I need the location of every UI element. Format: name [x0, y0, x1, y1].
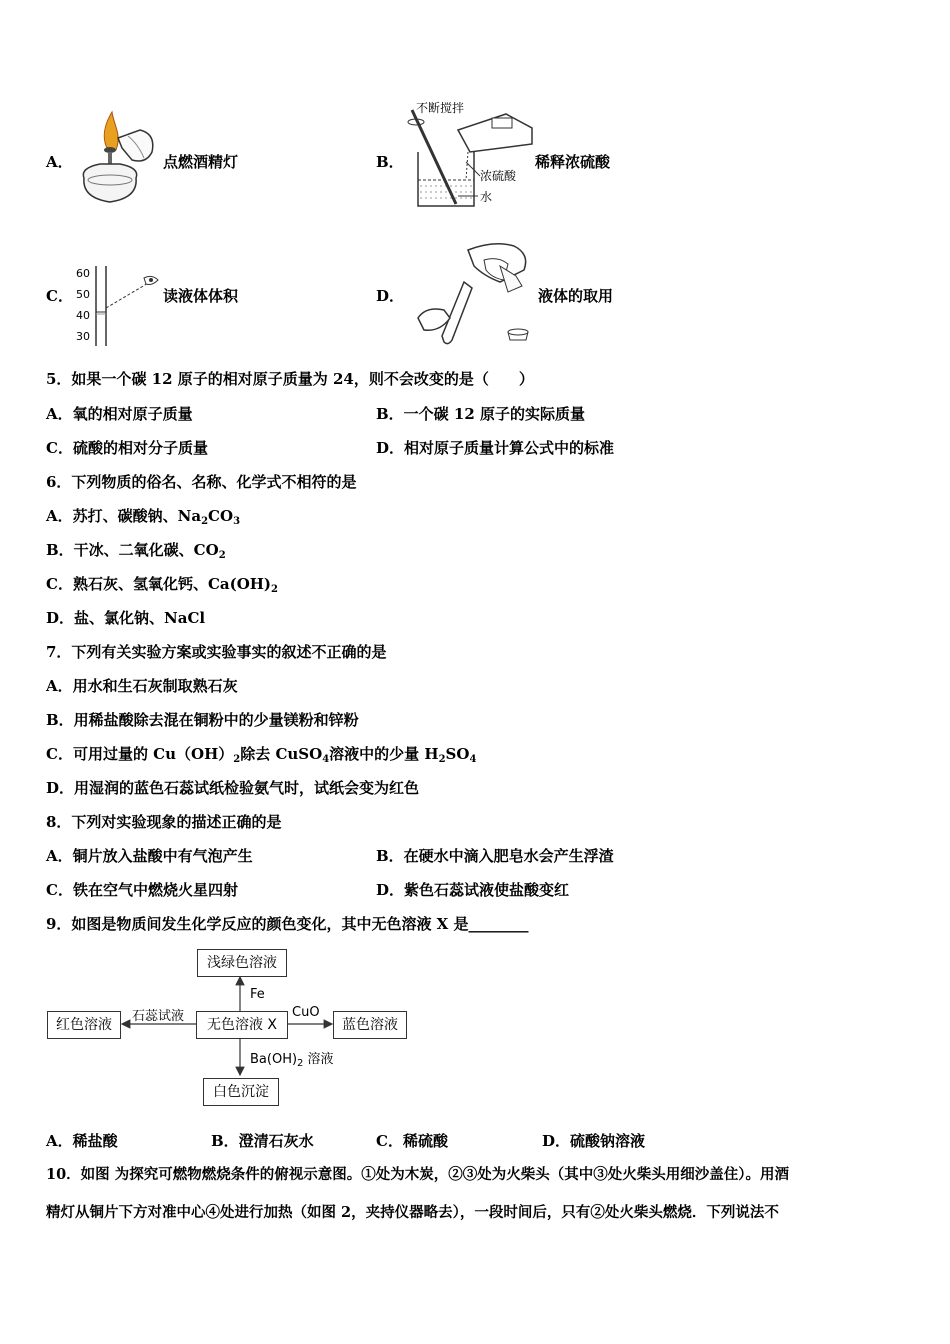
box-red: 红色溶液 [47, 1011, 121, 1039]
q4-option-c-letter: C． [46, 287, 73, 305]
water-label: 水 [480, 190, 493, 204]
q9-option-c: C．稀硫酸 [376, 1132, 448, 1150]
q4-option-b-letter: B． [376, 153, 404, 171]
tick-30: 30 [76, 330, 90, 343]
q5-stem: 5．如果一个碳 12 原子的相对原子质量为 24，则不会改变的是（ ） [46, 370, 534, 388]
q4-option-a-text: 点燃酒精灯 [163, 153, 239, 171]
q10-line-1: 10．如图 为探究可燃物燃烧条件的俯视示意图。①处为木炭，②③处为火柴头（其中③处火柴头用细沙盖住）。用酒 [46, 1166, 789, 1183]
box-blue: 蓝色溶液 [333, 1011, 407, 1039]
tick-60: 60 [76, 267, 90, 280]
label-cuo: CuO [292, 1005, 320, 1020]
q7-stem: 7．下列有关实验方案或实验事实的叙述不正确的是 [46, 643, 387, 661]
q10-line-2: 精灯从铜片下方对准中心④处进行加热（如图 2，夹持仪器略去），一段时间后，只有②处火柴头燃烧．下列说法不 [46, 1204, 779, 1221]
box-white-precipitate: 白色沉淀 [203, 1078, 279, 1106]
q4-option-d-text: 液体的取用 [538, 287, 614, 305]
q7-option-b: B．用稀盐酸除去混在铜粉中的少量镁粉和锌粉 [46, 711, 359, 729]
alcohol-lamp-figure [70, 108, 160, 212]
dilute-acid-figure [400, 100, 535, 210]
tick-40: 40 [76, 309, 90, 322]
q4-option-b-text: 稀释浓硫酸 [535, 153, 611, 171]
stir-label: 不断搅拌 [416, 101, 465, 115]
q5-option-a: A．氧的相对原子质量 [46, 405, 193, 423]
q6-stem: 6．下列物质的俗名、名称、化学式不相符的是 [46, 473, 357, 491]
q7-option-d: D．用湿润的蓝色石蕊试纸检验氨气时，试纸会变为红色 [46, 779, 420, 797]
q4-option-c-text: 读液体体积 [163, 287, 239, 305]
q6-option-a: A．苏打、碳酸钠、$Na_2CO_3$ [46, 507, 241, 527]
q6-option-b: B．干冰、二氧化碳、$CO_2$ [46, 541, 226, 561]
q7-option-c: C．可用过量的 $Cu(OH)_2$除去 CuSO$_4$溶液中的少量 $H_2SO_4$ [46, 745, 477, 765]
q9-option-b: B．澄清石灰水 [211, 1132, 314, 1150]
q5-option-c: C．硫酸的相对分子质量 [46, 439, 208, 457]
cylinder-reading-figure [72, 262, 162, 350]
q5-option-b: B．一个碳 12 原子的实际质量 [376, 405, 585, 423]
q9-option-a: A．稀盐酸 [46, 1132, 118, 1150]
acid-label: 浓硫酸 [480, 169, 517, 183]
liquid-pour-figure [404, 236, 536, 350]
q6-option-c: C．熟石灰、氢氧化钙、$Ca(OH)_2$ [46, 575, 278, 595]
q4-option-a-letter: A． [46, 153, 73, 171]
q4-option-d-letter: D． [376, 287, 405, 305]
tick-50: 50 [76, 288, 90, 301]
q9-option-d: D．硫酸钠溶液 [542, 1132, 646, 1150]
q8-stem: 8．下列对实验现象的描述正确的是 [46, 813, 282, 831]
q5-option-d: D．相对原子质量计算公式中的标准 [376, 439, 615, 457]
q8-option-a: A．铜片放入盐酸中有气泡产生 [46, 847, 253, 865]
q8-option-c: C．铁在空气中燃烧火星四射 [46, 881, 238, 899]
label-baoh2: $Ba(OH)_2$ 溶液 [250, 1052, 334, 1069]
label-fe: Fe [250, 987, 265, 1002]
box-colorless-x: 无色溶液 X [196, 1011, 288, 1039]
q8-option-b: B．在硬水中滴入肥皂水会产生浮渣 [376, 847, 614, 865]
q6-option-d: D．盐、氯化钠、NaCl [46, 609, 206, 627]
q8-option-d: D．紫色石蕊试液使盐酸变红 [376, 881, 570, 899]
q7-option-a: A．用水和生石灰制取熟石灰 [46, 677, 238, 695]
label-litmus: 石蕊试液 [132, 1009, 185, 1024]
q9-stem: 9．如图是物质间发生化学反应的颜色变化，其中无色溶液 X 是________ [46, 915, 529, 933]
box-light-green: 浅绿色溶液 [197, 949, 287, 977]
